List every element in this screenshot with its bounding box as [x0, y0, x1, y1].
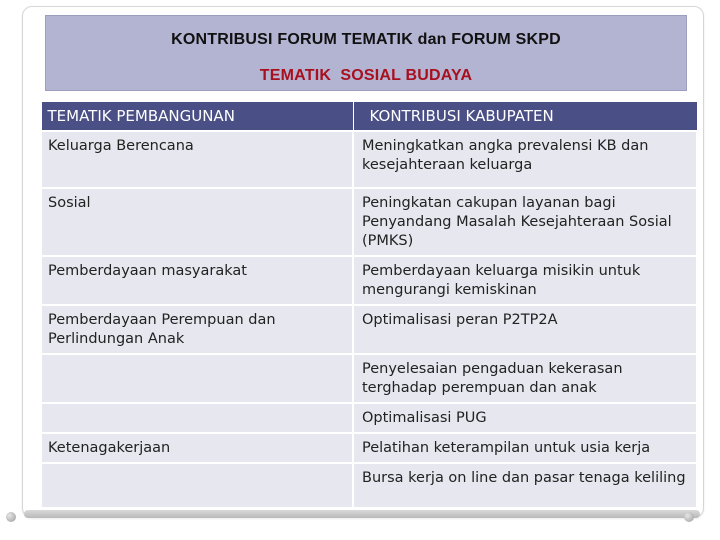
table-row: [41, 305, 697, 354]
table-row: [41, 403, 697, 433]
table-row: [41, 354, 697, 403]
slide-bottom-bar: [24, 510, 700, 518]
contribution-table: [40, 101, 698, 509]
table-header-row: [41, 102, 697, 132]
cell-tematik: [41, 354, 353, 403]
cell-tematik: [41, 403, 353, 433]
header-kontribusi: KONTRIBUSI KABUPATEN: [353, 102, 697, 132]
cell-kontribusi: Optimalisasi peran P2TP2A: [353, 305, 697, 354]
title-box: [45, 15, 687, 91]
cell-kontribusi: Meningkatkan angka prevalensi KB dan kesejahteraan keluarga: [353, 131, 697, 188]
slide-title: KONTRIBUSI FORUM TEMATIK dan FORUM SKPD: [171, 31, 561, 48]
slide-subtitle: TEMATIK SOSIAL BUDAYA: [259, 67, 473, 84]
cell-tematik: Keluarga Berencana: [41, 131, 353, 188]
cell-kontribusi: Pelatihan keterampilan untuk usia kerja: [353, 433, 697, 463]
cell-kontribusi: Optimalisasi PUG: [353, 403, 697, 433]
cell-kontribusi: Peningkatan cakupan layanan bagi Penyandang Masalah Kesejahteraan Sosial (PMKS): [353, 188, 697, 256]
cell-kontribusi: Penyelesaian pengaduan kekerasan terghadap perempuan dan anak: [353, 354, 697, 403]
table-row: [41, 463, 697, 508]
table-row: [41, 433, 697, 463]
cell-tematik: Pemberdayaan Perempuan dan Perlindungan Anak: [41, 305, 353, 354]
cell-kontribusi: Pemberdayaan keluarga misikin untuk mengurangi kemiskinan: [353, 256, 697, 305]
decorative-dot-icon: [684, 512, 694, 522]
table-row: [41, 188, 697, 256]
cell-tematik: [41, 463, 353, 508]
cell-tematik: Pemberdayaan masyarakat: [41, 256, 353, 305]
cell-tematik: Ketenagakerjaan: [41, 433, 353, 463]
table-row: [41, 131, 697, 188]
cell-kontribusi: Bursa kerja on line dan pasar tenaga keliling: [353, 463, 697, 508]
table-row: [41, 256, 697, 305]
header-tematik: TEMATIK PEMBANGUNAN: [41, 102, 353, 132]
decorative-dot-icon: [6, 512, 16, 522]
cell-tematik: Sosial: [41, 188, 353, 256]
